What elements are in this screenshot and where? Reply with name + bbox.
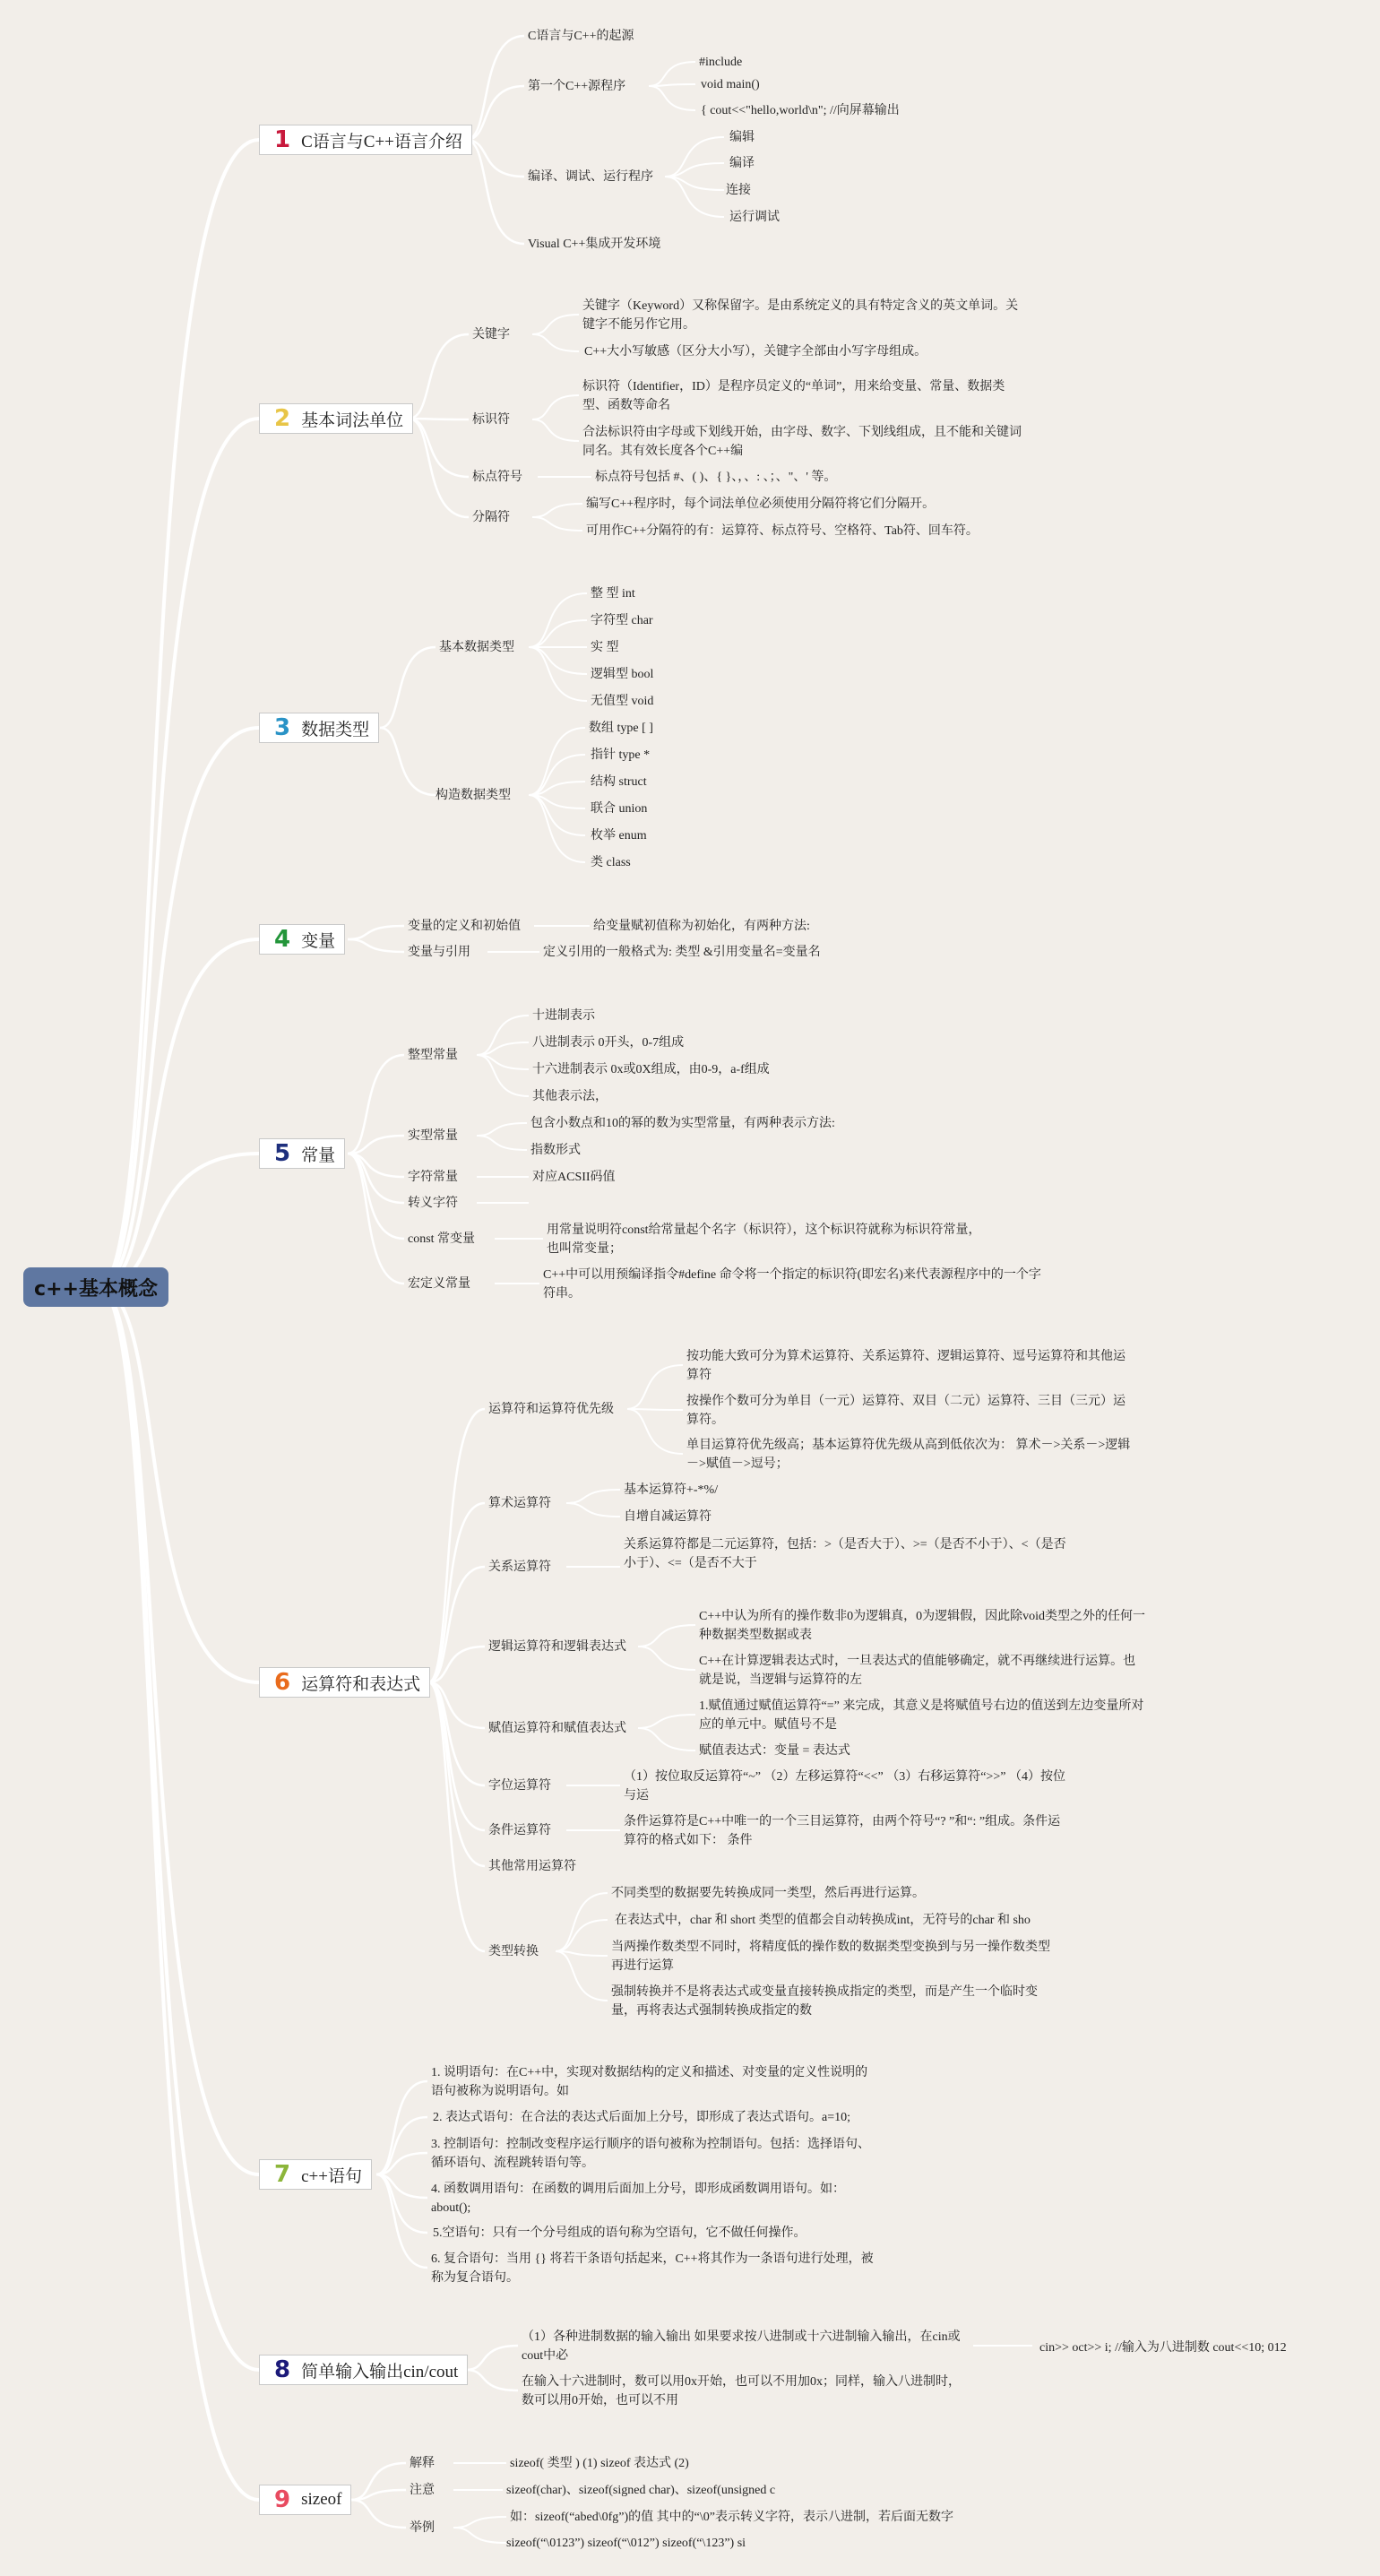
leaf-real[interactable]: 实 型 (591, 641, 619, 654)
connector-line (351, 2490, 406, 2500)
connector-line (453, 2517, 506, 2528)
topic-label: c++语句 (301, 2166, 362, 2186)
connector-line (380, 647, 436, 728)
node-logical-op[interactable]: 逻辑运算符和逻辑表达式 (488, 1640, 626, 1654)
node-macro-const[interactable]: 宏定义常量 (408, 1277, 470, 1291)
topic-number: 7 (274, 2161, 291, 2188)
topic-sizeof[interactable] (259, 2485, 351, 2515)
leaf-decimal[interactable]: 十进制表示 (532, 1009, 595, 1023)
connector-line (638, 1625, 695, 1647)
node-visual-cpp[interactable]: Visual C++集成开发环境 (528, 238, 661, 251)
node-arithmetic-op[interactable]: 算术运算符 (488, 1497, 551, 1510)
leaf-real-def[interactable]: 包含小数点和10的幂的数为实型常量，有两种表示方法: (530, 1117, 835, 1130)
topic-label: 运算符和表达式 (301, 1674, 421, 1694)
node-punctuation[interactable]: 标点符号 (472, 471, 522, 484)
leaf-void-main[interactable]: void main() (701, 78, 760, 91)
connector-line (348, 1136, 404, 1154)
leaf-enum[interactable]: 枚举 enum (591, 829, 647, 843)
leaf-var-init[interactable]: 给变量赋初值称为初始化，有两种方法: (593, 920, 810, 933)
leaf-hex[interactable]: 十六进制表示 0x或0X组成，由0-9，a-f组成 (532, 1063, 770, 1076)
topic-operators[interactable] (259, 1667, 430, 1698)
topic-label: 基本词法单位 (301, 411, 404, 430)
connector-line (466, 86, 524, 140)
leaf-basic-op[interactable]: 基本运算符+-*%/ (624, 1483, 719, 1497)
leaf-declaration-stmt[interactable]: 1. 说明语句：在C++中，实现对数据结构的定义和描述、对变量的定义性说明的语句被称为说明语句。如 (431, 2066, 868, 2098)
leaf-reference[interactable]: 定义引用的一般格式为: 类型 &引用变量名=变量名 (543, 946, 821, 959)
connector-line (532, 395, 579, 419)
connector-line (477, 1136, 527, 1150)
leaf-edit[interactable]: 编辑 (729, 131, 755, 144)
connector-line (428, 1682, 485, 1830)
connector-line (638, 1647, 695, 1670)
leaf-macro-const[interactable]: C++中可以用预编译指令#define 命令将一个指定的标识符(即宏名)来代表源程序中的一个字符串。 (543, 1268, 1041, 1301)
topic-lexical[interactable] (259, 403, 413, 434)
node-real-const[interactable]: 实型常量 (408, 1129, 458, 1143)
connector-line (665, 137, 724, 177)
leaf-separator-2[interactable]: 可用作C++分隔符的有：运算符、标点符号、空格符、Tab符、回车符。 (586, 524, 979, 538)
node-type-conversion[interactable]: 类型转换 (488, 1945, 539, 1958)
connector-line (99, 1287, 259, 2500)
connector-line (348, 926, 404, 939)
connector-line (556, 1951, 608, 2001)
connector-line (532, 419, 579, 441)
connector-line (556, 1893, 608, 1951)
leaf-other-notation[interactable]: 其他表示法， (532, 1090, 608, 1103)
leaf-op-priority[interactable]: 单目运算符优先级高；基本运算符优先级从高到低依次为： 算术－>关系－>逻辑－>赋值－>逗号； (686, 1439, 1131, 1471)
node-operator-precedence[interactable]: 运算符和运算符优先级 (488, 1403, 614, 1416)
node-explain[interactable]: 解释 (410, 2457, 435, 2470)
connector-line (638, 1728, 695, 1750)
leaf-struct[interactable]: 结构 struct (591, 775, 647, 789)
connector-line (566, 1490, 620, 1503)
topic-variables[interactable] (259, 924, 345, 955)
leaf-note[interactable]: sizeof(char)、sizeof(signed char)、sizeof(unsigned c (506, 2484, 776, 2497)
node-separator[interactable]: 分隔符 (472, 511, 510, 524)
connector-line (529, 620, 587, 647)
node-const-var[interactable]: const 常变量 (408, 1232, 476, 1246)
leaf-const-var[interactable]: 用常量说明符const给常量起个名字（标识符），这个标识符就称为标识符常量，也叫常变量； (547, 1223, 981, 1256)
connector-line (466, 140, 524, 244)
leaf-keyword-def[interactable]: 关键字（Keyword）又称保留字。是由系统定义的具有特定含义的英文单词。关键字不能另作它用。 (582, 299, 1019, 332)
connector-line (649, 62, 695, 86)
node-note[interactable]: 注意 (410, 2484, 435, 2497)
leaf-identifier-rule[interactable]: 合法标识符由字母或下划线开始，由字母、数字、下划线组成，且不能和关键词同名。其有效长度各个C++编 (582, 426, 1022, 458)
node-basic-types[interactable]: 基本数据类型 (439, 641, 514, 654)
connector-line (466, 2346, 518, 2370)
connector-line (428, 1682, 485, 1866)
node-char-const[interactable]: 字符常量 (408, 1171, 458, 1184)
connector-line (376, 2174, 427, 2268)
topic-number: 6 (274, 1669, 291, 1696)
connector-line (532, 315, 579, 334)
leaf-link[interactable]: 连接 (726, 184, 751, 197)
topic-label: 简单输入输出cin/cout (301, 2362, 459, 2382)
topic-label: 变量 (301, 931, 336, 951)
connector-line (409, 419, 469, 517)
connector-line (376, 2117, 427, 2174)
connector-line (376, 2174, 427, 2233)
leaf-call-stmt[interactable]: 4. 函数调用语句：在函数的调用后面加上分号，即形成函数调用语句。如：about(); (431, 2183, 845, 2215)
leaf-ascii[interactable]: 对应ACSII码值 (532, 1171, 616, 1184)
connector-line (409, 334, 469, 419)
connector-line (477, 1016, 529, 1055)
leaf-radix-io[interactable]: （1）各种进制数据的输入输出 如果要求按八进制或十六进制输入输出，在cin或cout中必 (522, 2330, 961, 2363)
connector-line (556, 1920, 608, 1951)
connector-line (665, 177, 724, 217)
leaf-compound-stmt[interactable]: 6. 复合语句：当用 {} 将若干条语句括起来，C++将其作为一条语句进行处理，被称为复合语句。 (431, 2252, 874, 2285)
topic-number: 1 (274, 126, 291, 153)
leaf-octal[interactable]: 八进制表示 0开头，0-7组成 (532, 1036, 685, 1050)
leaf-array[interactable]: 数组 type [ ] (589, 722, 653, 735)
leaf-conversion-4[interactable]: 强制转换并不是将表达式或变量直接转换成指定的类型，而是产生一个临时变量，再将表达式强制转换成指定的数 (611, 1985, 1038, 2018)
connector-line (627, 1409, 683, 1410)
leaf-compile[interactable]: 编译 (729, 157, 755, 170)
leaf-conversion-2[interactable]: 在表达式中，char 和 short 类型的值都会自动转换成int，无符号的char 和 sho (615, 1914, 1031, 1927)
node-conditional-op[interactable]: 条件运算符 (488, 1824, 551, 1837)
topic-data-types[interactable] (259, 713, 379, 743)
connector-line (466, 2370, 518, 2390)
leaf-logical-true[interactable]: C++中认为所有的操作数非0为逻辑真，0为逻辑假，因此除void类型之外的任何一种数据类型数据或表 (699, 1610, 1146, 1642)
topic-label: C语言与C++语言介绍 (301, 132, 462, 151)
node-assignment-op[interactable]: 赋值运算符和赋值表达式 (488, 1722, 626, 1735)
topic-label: 数据类型 (301, 720, 370, 739)
leaf-union[interactable]: 联合 union (591, 802, 648, 816)
leaf-explain[interactable]: sizeof( 类型 ) (1) sizeof 表达式 (2) (510, 2457, 689, 2470)
connector-line (532, 504, 582, 517)
connector-line (380, 728, 436, 795)
leaf-bitwise-op[interactable]: （1）按位取反运算符“~” （2）左移运算符“<<” （3）右移运算符“>>” （4）按位与运 (624, 1770, 1065, 1802)
connector-line (99, 140, 259, 1287)
leaf-op-by-arity[interactable]: 按操作个数可分为单目（一元）运算符、双目（二元）运算符、三目（三元）运算符。 (686, 1395, 1126, 1427)
leaf-punctuation[interactable]: 标点符号包括 #、( )、{ }、，、: 、；、"、' 等。 (595, 471, 837, 484)
leaf-include[interactable]: #include (699, 56, 743, 69)
leaf-hex-input[interactable]: 在输入十六进制时，数可以用0x开始，也可以不用加0x；同样，输入八进制时，数可以用0开始，也可以不用 (522, 2375, 961, 2407)
leaf-identifier-def[interactable]: 标识符（Identifier，ID）是程序员定义的“单词”，用来给变量、常量、数据类型、函数等命名 (582, 380, 1005, 412)
topic-number: 2 (274, 405, 291, 432)
leaf-assignment[interactable]: 1.赋值通过赋值运算符“=” 来完成，其意义是将赋值号右边的值送到左边变量所对应的单元中。赋值号不是 (699, 1699, 1144, 1732)
topic-label: sizeof (301, 2490, 342, 2509)
connector-line (351, 2500, 406, 2528)
topic-label: 常量 (301, 1145, 336, 1165)
topic-number: 3 (274, 714, 291, 741)
connector-line (532, 517, 582, 531)
connector-line (453, 2528, 506, 2543)
leaf-inc-dec[interactable]: 自增自减运算符 (624, 1510, 712, 1524)
node-int-const[interactable]: 整型常量 (408, 1049, 458, 1062)
connector-line (409, 419, 469, 477)
node-reference[interactable]: 变量与引用 (408, 946, 470, 959)
leaf-cout[interactable]: { cout<<"hello,world\n"; //向屏幕输出 (701, 104, 900, 117)
leaf-conditional-op[interactable]: 条件运算符是C++中唯一的一个三目运算符，由两个符号“? ”和“: ”组成。条件运算符的格式如下： 条件 (624, 1815, 1061, 1847)
connector-line (351, 2463, 406, 2500)
leaf-conversion-1[interactable]: 不同类型的数据要先转换成同一类型，然后再进行运算。 (611, 1887, 925, 1900)
topic-number: 9 (274, 2486, 291, 2513)
leaf-pointer[interactable]: 指针 type * (591, 748, 651, 762)
leaf-empty-stmt[interactable]: 5.空语句：只有一个分号组成的语句称为空语句，它不做任何操作。 (433, 2226, 806, 2240)
connector-line (532, 334, 579, 351)
connector-line (529, 755, 585, 795)
connector-line (627, 1409, 683, 1454)
connector-line (638, 1715, 695, 1728)
leaf-conversion-3[interactable]: 当两操作数类型不同时，将精度低的操作数的数据类型变换到与另一操作数类型再进行运算 (611, 1941, 1050, 1973)
node-bitwise-op[interactable]: 字位运算符 (488, 1779, 551, 1793)
connector-line (477, 1123, 527, 1136)
leaf-char[interactable]: 字符型 char (591, 614, 653, 627)
leaf-relational-op[interactable]: 关系运算符都是二元运算符，包括：>（是否大于）、>=（是否不小于）、<（是否小于）、<=（是否不大于 (624, 1538, 1066, 1570)
connector-line (99, 728, 259, 1287)
connector-line (348, 1154, 404, 1239)
node-other-op[interactable]: 其他常用运算符 (488, 1860, 576, 1873)
topic-c-intro[interactable] (259, 125, 472, 155)
leaf-class[interactable]: 类 class (591, 856, 631, 869)
topic-constants[interactable] (259, 1138, 345, 1169)
leaf-example-1[interactable]: 如：sizeof(“abed\0fg”)的值 其中的“\0”表示转义字符，表示八进制，若后面无数字 (510, 2511, 953, 2524)
connector-line (627, 1365, 683, 1409)
connector-line (529, 795, 585, 835)
connector-line (99, 1287, 259, 2174)
leaf-keyword-case[interactable]: C++大小写敏感（区分大小写），关键字全部由小写字母组成。 (584, 345, 927, 359)
leaf-example-2[interactable]: sizeof(“\0123”) sizeof(“\012”) sizeof(“\123”) si (506, 2537, 746, 2550)
connector-line (376, 2081, 427, 2174)
node-composite-types[interactable]: 构造数据类型 (436, 789, 511, 802)
node-compile[interactable]: 编译、调试、运行程序 (528, 170, 653, 184)
node-identifier[interactable]: 标识符 (472, 413, 510, 427)
node-example[interactable]: 举例 (410, 2521, 435, 2535)
node-var-init[interactable]: 变量的定义和初始值 (408, 920, 521, 933)
node-relational-op[interactable]: 关系运算符 (488, 1560, 551, 1574)
topic-number: 4 (274, 926, 291, 953)
topic-number: 8 (274, 2356, 291, 2383)
leaf-radix-example[interactable]: cin>> oct>> i; //输入为八进制数 cout<<10; 012 (1039, 2341, 1287, 2355)
node-c-origin[interactable]: C语言与C++的起源 (528, 30, 634, 43)
connector-line (566, 1503, 620, 1517)
topic-number: 5 (274, 1140, 291, 1167)
leaf-void[interactable]: 无值型 void (591, 695, 654, 708)
node-escape-char[interactable]: 转义字符 (408, 1197, 458, 1210)
connector-line (348, 939, 404, 952)
connector-line (477, 1055, 529, 1096)
leaf-run-debug[interactable]: 运行调试 (729, 211, 780, 224)
leaf-control-stmt[interactable]: 3. 控制语句：控制改变程序运行顺序的语句被称为控制语句。包括：选择语句、循环语句、流程跳转语句等。 (431, 2138, 870, 2170)
leaf-logical-short[interactable]: C++在计算逻辑表达式时，一旦表达式的值能够确定，就不再继续进行运算。也就是说，当逻辑与运算符的左 (699, 1655, 1136, 1687)
leaf-expression-stmt[interactable]: 2. 表达式语句：在合法的表达式后面加上分号，即形成了表达式语句。a=10; (433, 2111, 850, 2124)
node-first-program[interactable]: 第一个C++源程序 (528, 80, 626, 93)
root-node[interactable]: c++基本概念 (23, 1267, 168, 1307)
topic-statements[interactable] (259, 2159, 372, 2190)
leaf-exponent[interactable]: 指数形式 (530, 1144, 581, 1157)
leaf-separator-1[interactable]: 编写C++程序时，每个词法单位必须使用分隔符将它们分隔开。 (586, 497, 936, 511)
leaf-op-by-function[interactable]: 按功能大致可分为算术运算符、关系运算符、逻辑运算符、逗号运算符和其他运算符 (686, 1350, 1126, 1382)
leaf-bool[interactable]: 逻辑型 bool (591, 668, 654, 681)
connector-line (649, 86, 695, 110)
leaf-int[interactable]: 整 型 int (591, 587, 635, 601)
connector-line (529, 647, 587, 674)
leaf-assignment-expr[interactable]: 赋值表达式：变量 = 表达式 (699, 1744, 850, 1758)
node-keyword[interactable]: 关键字 (472, 328, 510, 341)
topic-io[interactable] (259, 2355, 468, 2385)
